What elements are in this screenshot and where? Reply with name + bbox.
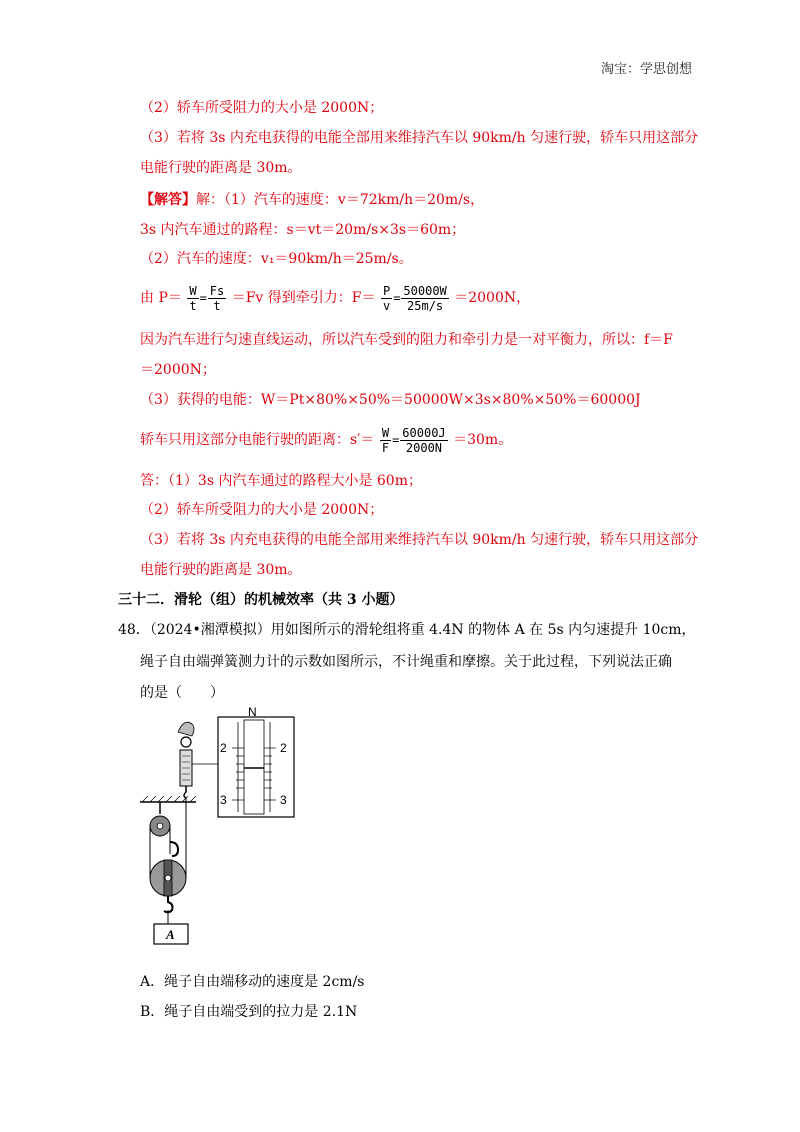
solution-line-1 [140, 190, 484, 210]
answer-summary-3a: （3）若将 3s 内充电获得的电能全部用来维持汽车以 90km/h 匀速行驶，轿车只用这部分 [140, 532, 699, 548]
scale-mark-2-right: 2 [280, 741, 287, 755]
l4-post: ＝2000N， [454, 290, 531, 306]
option-a: A．绳子自由端移动的速度是 2cm/s [140, 974, 365, 990]
fraction-p-over-v: $\frac{P}{v}$ [382, 283, 391, 313]
l4-pre: 由 P＝ [140, 290, 182, 306]
scale-mark-2-left: 2 [220, 741, 227, 755]
solution-tag: 【解答】 [140, 192, 196, 208]
answer-summary-3b: 电能行驶的距离是 30m。 [140, 562, 302, 578]
solution-line-3: （2）汽车的速度：v₁＝90km/h＝25m/s。 [140, 251, 413, 267]
solution-line-5b: ＝2000N； [140, 362, 216, 378]
question-line-2: 绳子自由端弹簧测力计的示数如图所示，不计绳重和摩擦。关于此过程，下列说法正确 [140, 654, 672, 670]
fraction-50000w-over-25ms: $\frac{50000W}{25m/s}$ [403, 283, 447, 313]
l7-post: ＝30m。 [453, 432, 513, 448]
answer-summary-2: （2）轿车所受阻力的大小是 2000N； [140, 502, 384, 518]
question-line-1: 48．（2024•湘潭模拟）用如图所示的滑轮组将重 4.4N 的物体 A 在 5s 内匀速提升 10cm， [118, 622, 696, 638]
solution-line-5a: 因为汽车进行匀速直线运动，所以汽车受到的阻力和牵引力是一对平衡力，所以：f＝F [140, 332, 673, 348]
section-title: 三十二．滑轮（组）的机械效率（共 3 小题） [118, 592, 404, 608]
solution-line-7: 轿车只用这部分电能行驶的距离：s′＝ $\frac{W}{F}$ = $\frac{60000J}{2000N}$ ＝30m。 [140, 425, 513, 455]
scale-unit-label: N [248, 705, 257, 719]
fraction-60000j-over-2000n: $\frac{60000J}{2000N}$ [402, 425, 446, 455]
fraction-w-over-f: $\frac{W}{F}$ [381, 425, 390, 455]
answer-line-3b: 电能行驶的距离是 30m。 [140, 160, 302, 176]
question-line-3: 的是（ ） [140, 685, 224, 701]
option-b: B．绳子自由端受到的拉力是 2.1N [140, 1004, 358, 1020]
solution-line-1-text: 解：（1）汽车的速度：v＝72km/h＝20m/s， [196, 192, 485, 208]
solution-line-2: 3s 内汽车通过的路程：s＝vt＝20m/s×3s＝60m； [140, 222, 466, 238]
scale-mark-3-right: 3 [280, 793, 287, 807]
answer-summary-1: 答：（1）3s 内汽车通过的路程大小是 60m； [140, 473, 422, 489]
answer-line-2: （2）轿车所受阻力的大小是 2000N； [140, 100, 384, 116]
pulley-diagram [140, 702, 320, 952]
object-a-label: A [166, 927, 175, 942]
l4-mid: ＝Fv 得到牵引力：F＝ [231, 290, 376, 306]
solution-line-6: （3）获得的电能：W＝Pt×80%×50%＝50000W×3s×80%×50%＝60000J [140, 392, 641, 408]
scale-mark-3-left: 3 [220, 793, 227, 807]
solution-line-4: 由 P＝ $\frac{W}{t}$ = $\frac{Fs}{t}$ ＝Fv 得到牵引力：F＝ $\frac{P}{v}$ = $\frac{50000W}{25m/s}$ ＝2000N， [140, 283, 531, 313]
l7-pre: 轿车只用这部分电能行驶的距离：s′＝ [140, 432, 375, 448]
fraction-fs-over-t: $\frac{Fs}{t}$ [209, 283, 225, 313]
page-header: 淘宝：学思创想 [600, 62, 692, 77]
fraction-w-over-t: $\frac{W}{t}$ [189, 283, 197, 313]
answer-line-3a: （3）若将 3s 内充电获得的电能全部用来维持汽车以 90km/h 匀速行驶，轿车只用这部分 [140, 130, 699, 146]
hand-icon [178, 722, 194, 736]
